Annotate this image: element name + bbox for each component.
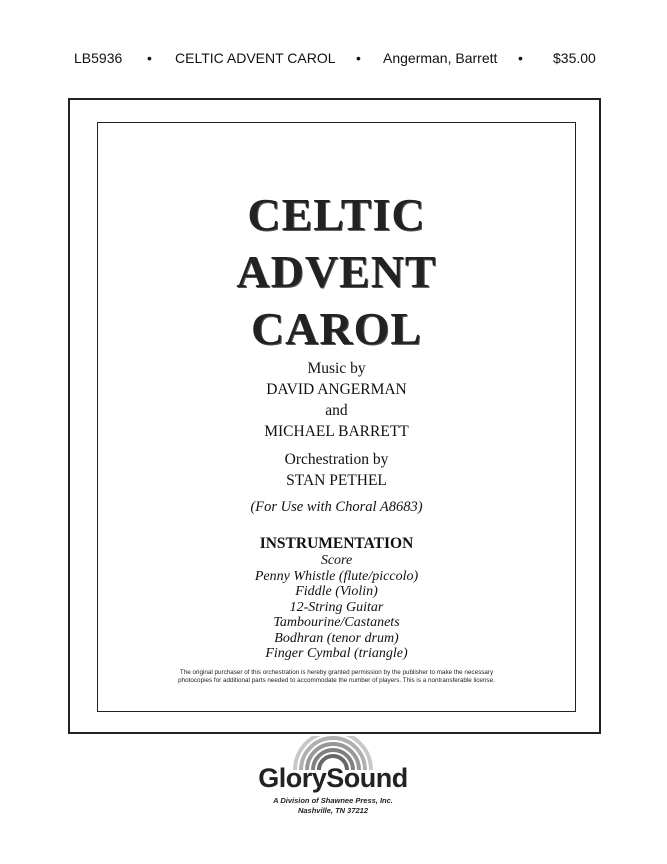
music-credits [97, 358, 576, 442]
header-price: $35.00 [553, 50, 596, 66]
list-item: Fiddle (Violin) [295, 584, 378, 599]
header-composers: Angerman, Barrett [383, 50, 498, 66]
list-item: 12-String Guitar [289, 599, 384, 615]
list-item: Score [320, 553, 353, 568]
title-line: CELTIC [247, 189, 426, 240]
cover-title [97, 186, 576, 357]
publisher-logo [233, 736, 433, 816]
and-text: and [325, 402, 348, 419]
catalog-number: LB5936 [74, 50, 123, 66]
orchestration-credits [97, 449, 576, 491]
list-item: Bodhran (tenor drum) [274, 630, 399, 646]
title-line: ADVENT [236, 246, 437, 297]
permission-line: The original purchaser of this orchestration is hereby granted permission by the publisher to make the necessary [179, 669, 494, 676]
list-item: Penny Whistle (flute/piccolo) [254, 568, 419, 584]
logo-wordmark: GlorySound [258, 763, 408, 793]
music-by-label: Music by [307, 360, 366, 377]
header-title: CELTIC ADVENT CAROL [175, 50, 336, 66]
publisher-division: A Division of Shawnee Press, Inc. [273, 796, 393, 805]
permission-line: photocopies for additional parts needed to accommodate the number of players. This is a nontransferable license. [178, 677, 495, 684]
list-item: Tambourine/Castanets [273, 615, 400, 630]
instrumentation-list [97, 553, 576, 662]
composer-name: MICHAEL BARRETT [264, 423, 409, 440]
publisher-info [233, 796, 433, 816]
publisher-location: Nashville, TN 37212 [297, 806, 369, 815]
permission-notice [97, 669, 576, 685]
header-bullet: • [356, 50, 361, 66]
title-line: CAROL [250, 303, 423, 354]
composer-name: DAVID ANGERMAN [266, 381, 407, 398]
header-bar [0, 50, 667, 70]
instrumentation-heading: INSTRUMENTATION [259, 535, 414, 552]
choral-note: (For Use with Choral A8683) [250, 499, 423, 515]
list-item: Finger Cymbal (triangle) [265, 646, 408, 661]
orchestration-label: Orchestration by [284, 451, 389, 468]
header-bullet: • [147, 50, 152, 66]
orchestrator-name: STAN PETHEL [286, 472, 387, 489]
header-bullet: • [518, 50, 523, 66]
